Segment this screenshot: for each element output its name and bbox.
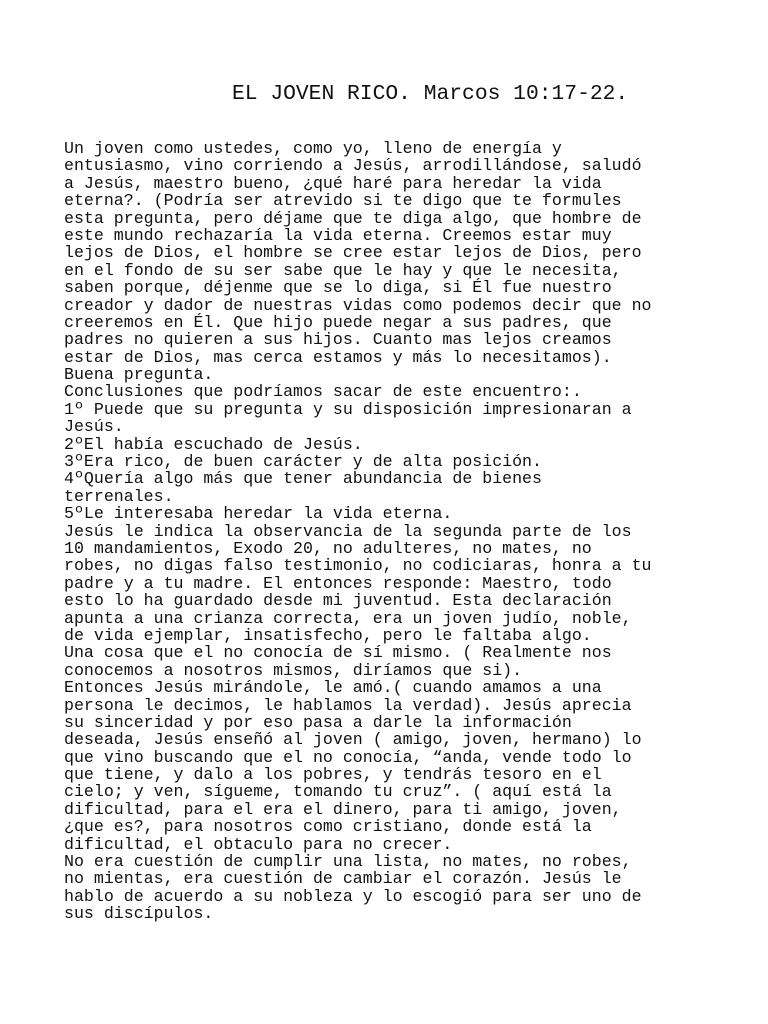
text-line: dificultad, el obtaculo para no crecer. [64, 834, 453, 854]
text-line: Jesús. [64, 417, 124, 437]
text-line: esta pregunta, pero déjame que te diga algo, que hombre de [64, 208, 642, 228]
text-line: hablo de acuerdo a su nobleza y lo escogió para ser uno de [64, 886, 642, 906]
text-line: este mundo rechazaría la vida eterna. Creemos estar muy [64, 225, 612, 245]
text-line: estar de Dios, mas cerca estamos y más lo necesitamos). [64, 347, 612, 367]
text-line: Conclusiones que podríamos sacar de este encuentro:. [64, 382, 582, 402]
text-line: padre y a tu madre. El entonces responde: Maestro, todo [64, 573, 612, 593]
text-line: lejos de Dios, el hombre se cree estar lejos de Dios, pero [64, 243, 642, 263]
text-line: de vida ejemplar, insatisfecho, pero le faltaba algo. [64, 625, 592, 645]
text-line: esto lo ha guardado desde mi juventud. Esta declaración [64, 591, 612, 611]
text-line: Jesús le indica la observancia de la segunda parte de los [64, 521, 632, 541]
text-line: 1º Puede que su pregunta y su disposición impresionaran a [64, 399, 632, 419]
text-line: padres no quieren a sus hijos. Cuanto mas lejos creamos [64, 330, 612, 350]
text-line: 3ºEra rico, de buen carácter y de alta posición. [64, 452, 542, 472]
text-line: Buena pregunta. [64, 365, 214, 385]
text-line: 2ºEl había escuchado de Jesús. [64, 434, 363, 454]
text-line: que tiene, y dalo a los pobres, y tendrás tesoro en el [64, 765, 602, 785]
text-line: Una cosa que el no conocía de sí mismo. ( Realmente nos [64, 643, 612, 663]
text-line: dificultad, para el era el dinero, para ti amigo, joven, [64, 799, 622, 819]
text-line: 4ºQuería algo más que tener abundancia de bienes [64, 469, 542, 489]
text-line: Entonces Jesús mirándole, le amó.( cuando amamos a una [64, 678, 602, 698]
text-line: su sinceridad y por eso pasa a darle la información [64, 712, 572, 732]
text-line: apunta a una crianza correcta, era un joven judío, noble, [64, 608, 632, 628]
text-line: creeremos en Él. Que hijo puede negar a sus padres, que [64, 312, 612, 332]
text-line: eterna?. (Podría ser atrevido si te digo que te formules [64, 191, 622, 211]
text-line: 5ºLe interesaba heredar la vida eterna. [64, 504, 453, 524]
text-line: entusiasmo, vino corriendo a Jesús, arrodillándose, saludó [64, 156, 642, 176]
text-line: robes, no digas falso testimonio, no codiciaras, honra a tu [64, 556, 652, 576]
text-line: creador y dador de nuestras vidas como podemos decir que no [64, 295, 652, 315]
text-line: conocemos a nosotros mismos, diríamos que si). [64, 660, 523, 680]
text-line: ¿que es?, para nosotros como cristiano, donde está la [64, 817, 592, 837]
document-body [64, 140, 744, 923]
text-line: No era cuestión de cumplir una lista, no mates, no robes, [64, 852, 632, 872]
text-line: 10 mandamientos, Exodo 20, no adulteres, no mates, no [64, 538, 592, 558]
text-line: Un joven como ustedes, como yo, lleno de energía y [64, 139, 562, 158]
text-line: sus discípulos. [64, 904, 214, 924]
text-line: no mientas, era cuestión de cambiar el corazón. Jesús le [64, 869, 622, 889]
text-line: deseada, Jesús enseñó al joven ( amigo, joven, hermano) lo [64, 730, 642, 750]
text-line: cielo; y ven, sígueme, tomando tu cruz”. ( aquí está la [64, 782, 612, 802]
text-line: a Jesús, maestro bueno, ¿qué haré para heredar la vida [64, 173, 602, 193]
text-line: que vino buscando que el no conocía, “anda, vende todo lo [64, 747, 632, 767]
text-line: persona le decimos, le hablamos la verdad). Jesús aprecia [64, 695, 632, 715]
text-line: terrenales. [64, 486, 174, 506]
text-line: saben porque, déjenme que se lo diga, si Él fue nuestro [64, 278, 612, 298]
text-line: en el fondo de su ser sabe que le hay y que le necesita, [64, 260, 622, 280]
document-title: EL JOVEN RICO. Marcos 10:17-22. [232, 82, 629, 106]
